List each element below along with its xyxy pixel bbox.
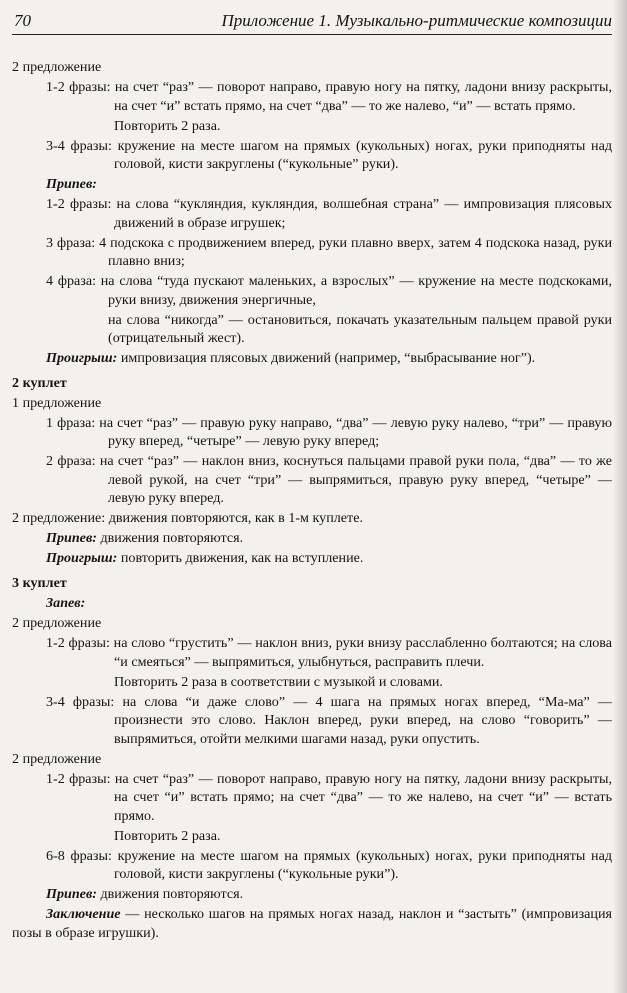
paragraph: Проигрыш: импровизация плясовых движений (например, “выбрасывание ног”).	[46, 350, 536, 367]
paragraph: 6-8 фразы: кружение на месте шагом на прямых (кукольных) ногах, руки приподняты над головой, кисти закруглены (“кукольные руки”).	[46, 847, 612, 883]
paragraph: 4 фраза: на слова “туда пускают маленьких, а взрослых” — кружение на месте подскоками, руки внизу, движения энергичные,	[46, 273, 612, 308]
paragraph: 1-2 фразы: на счет “раз” — поворот направо, правую ногу на пятку, ладони внизу раскрыты, на счет “и” встать прямо, на счет “два” — то же налево, “и” — встать прямо.	[46, 79, 612, 114]
subheading: Запев:	[46, 594, 86, 611]
paragraph: 3-4 фразы: кружение на месте шагом на прямых (кукольных) ногах, руки приподняты над головой, кисти закруглены (“кукольные” руки).	[46, 137, 612, 173]
paragraph: Припев: движения повторяются.	[46, 530, 244, 547]
paragraph: 3 фраза: 4 подскока с продвижением вперед, руки плавно вверх, затем 4 подскока назад, руки плавно вниз;	[46, 234, 612, 270]
paragraph: Повторить 2 раза.	[114, 827, 221, 844]
paragraph: на слова “никогда” — остановиться, покачать указательным пальцем правой руки (отрицательный жест).	[108, 311, 612, 347]
subheading: Припев:	[46, 176, 97, 193]
paragraph: 2 фраза: на счет “раз” — наклон вниз, коснуться пальцами правой руки пола, “два” — то же левой рукой, на счет “три” — выпрямиться, правую руку вперед, “четыре” — левую руку вперед.	[46, 453, 612, 507]
section-label: 2 предложение	[12, 615, 102, 632]
paragraph: Проигрыш: повторить движения, как на вступление.	[46, 550, 364, 567]
page-edge-shadow	[613, 0, 627, 993]
paragraph: 3-4 фразы: на слова “и даже слово” — 4 шага на прямых ногах вперед, “Ма-ма” — произнести это слово. Наклон вперед, руки вперед, на слово “говорить” — выпрямиться, отойти мелкими шагами назад, руки опустить.	[46, 693, 612, 747]
page-number: 70	[14, 11, 31, 30]
paragraph: 1-2 фразы: на слова “кукляндия, кукляндия, волшебная страна” — импровизация плясовых движений в образе игрушек;	[46, 196, 612, 231]
paragraph: 1-2 фразы: на слово “грустить” — наклон вниз, руки внизу расслабленно болтаются; на слова “и смеяться” — выпрямиться, улыбнуться, расправить плечи.	[46, 635, 612, 670]
running-title: Приложение 1. Музыкально-ритмические композиции	[221, 11, 612, 30]
section-label: 2 предложение	[12, 750, 102, 767]
section-label: 2 предложение	[12, 59, 102, 75]
page-header	[12, 8, 612, 35]
paragraph: 1 фраза: на счет “раз” — правую руку направо, “два” — левую руку налево, “три” — правую руку вперед, “четыре” — левую руку вперед;	[46, 414, 612, 450]
paragraph: Повторить 2 раза в соответствии с музыкой и словами.	[114, 673, 443, 690]
paragraph: 1-2 фразы: на счет “раз” — поворот направо, правую ногу на пятку, ладони внизу раскрыты, на счет “и” встать прямо; на счет “два” — то же налево, на счет “и” — встать прямо.	[46, 770, 612, 824]
verse-title: 2 куплет	[12, 374, 67, 391]
paragraph: Припев: движения повторяются.	[46, 886, 244, 903]
verse-title: 3 куплет	[12, 574, 67, 591]
paragraph: Заключение — несколько шагов на прямых ногах назад, наклон и “застыть” (импровизация позы в образе игрушки).	[12, 906, 612, 941]
page-body	[12, 58, 612, 944]
section-label: 1 предложение	[12, 394, 102, 411]
paragraph: Повторить 2 раза.	[114, 117, 221, 134]
paragraph: 2 предложение: движения повторяются, как в 1-м куплете.	[12, 510, 363, 527]
